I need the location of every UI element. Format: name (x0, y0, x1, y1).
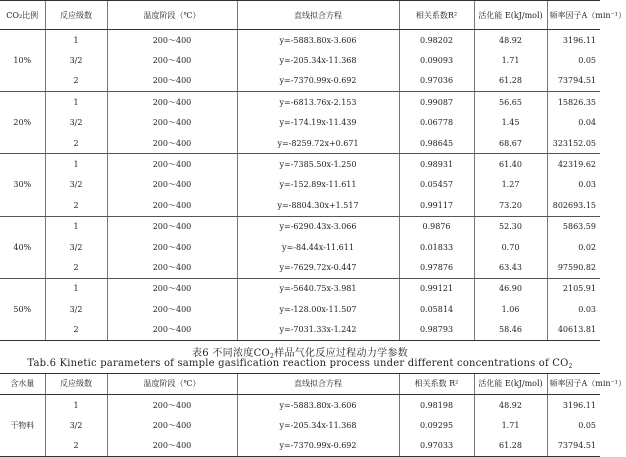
cell-activation-energy: 46.90 (474, 278, 547, 299)
cell-activation-energy: 48.92 (474, 30, 547, 51)
cell-fit-equation: y=-5883.80x-3.606 (237, 30, 399, 51)
cell-activation-energy: 1.27 (474, 175, 547, 195)
table-row (0, 50, 600, 70)
table-row (0, 415, 600, 435)
cell-temperature-stage: 200～400 (107, 394, 237, 415)
table-row (0, 278, 600, 299)
cell-reaction-order: 2 (45, 435, 107, 456)
kinetics-table-moisture (0, 373, 626, 457)
caption-cn-prefix: 表6 不同浓度CO (191, 347, 271, 359)
cell-activation-energy: 61.40 (474, 154, 547, 175)
cell-correlation: 0.97033 (399, 435, 474, 456)
table-header-row (0, 1, 600, 30)
table-row (0, 92, 600, 113)
cell-temperature-stage: 200～400 (107, 237, 237, 257)
cell-correlation: 0.09295 (399, 415, 474, 435)
cell-temperature-stage: 200～400 (107, 195, 237, 216)
cell-co2-ratio: 50% (0, 278, 45, 340)
cell-activation-energy: 61.28 (474, 71, 547, 92)
cell-temperature-stage: 200～400 (107, 50, 237, 70)
cell-fit-equation: y=-5640.75x-3.981 (237, 278, 399, 299)
header-frequency-factor: 频率因子A（min⁻¹） (547, 373, 600, 394)
cell-activation-energy: 0.70 (474, 237, 547, 257)
cell-reaction-order: 3/2 (45, 113, 107, 133)
header-fit-equation: 直线拟合方程 (237, 1, 399, 30)
cell-activation-energy: 61.28 (474, 435, 547, 456)
cell-reaction-order: 3/2 (45, 50, 107, 70)
cell-fit-equation: y=-6813.76x-2.153 (237, 92, 399, 113)
cell-correlation: 0.97876 (399, 257, 474, 278)
table-row (0, 133, 600, 154)
cell-activation-energy: 1.45 (474, 113, 547, 133)
cell-fit-equation: y=-7385.50x-1.250 (237, 154, 399, 175)
header-reaction-order: 反应级数 (45, 373, 107, 394)
table-row (0, 71, 600, 92)
cell-correlation: 0.05457 (399, 175, 474, 195)
caption-cn-suffix: 样品气化反应过程动力学参数 (274, 347, 409, 359)
table-row (0, 299, 600, 319)
table-row (0, 435, 600, 456)
caption-en-subscript: 2 (568, 362, 573, 370)
cell-co2-ratio: 20% (0, 92, 45, 154)
cell-activation-energy: 68.67 (474, 133, 547, 154)
cell-temperature-stage: 200～400 (107, 216, 237, 237)
cell-correlation: 0.98198 (399, 394, 474, 415)
cell-temperature-stage: 200～400 (107, 415, 237, 435)
cell-fit-equation: y=-6290.43x-3.066 (237, 216, 399, 237)
cell-fit-equation: y=-128.00x-11.507 (237, 299, 399, 319)
caption-cn-subscript: 2 (270, 352, 275, 360)
cell-frequency-factor: 0.05 (547, 415, 600, 435)
table-row (0, 154, 600, 175)
header-correlation: 相关系数 R² (399, 373, 474, 394)
cell-fit-equation: y=-7370.99x-0.692 (237, 435, 399, 456)
cell-frequency-factor: 0.04 (547, 113, 600, 133)
header-fit-equation: 直线拟合方程 (237, 373, 399, 394)
cell-frequency-factor: 802693.15 (547, 195, 600, 216)
cell-fit-equation: y=-205.34x-11.368 (237, 50, 399, 70)
header-water-content: 含水量 (0, 373, 45, 394)
cell-frequency-factor: 323152.05 (547, 133, 600, 154)
table-row (0, 30, 600, 51)
cell-activation-energy: 52.30 (474, 216, 547, 237)
cell-co2-ratio: 30% (0, 154, 45, 216)
cell-frequency-factor: 5863.59 (547, 216, 600, 237)
header-activation-energy: 活化能 E(kJ/mol) (474, 1, 547, 30)
table-header-row (0, 373, 600, 394)
header-frequency-factor: 频率因子A（min⁻¹） (547, 1, 600, 30)
header-correlation: 相关系数R² (399, 1, 474, 30)
cell-frequency-factor: 3196.11 (547, 394, 600, 415)
table-row (0, 195, 600, 216)
cell-co2-ratio: 40% (0, 216, 45, 278)
table-row (0, 175, 600, 195)
cell-fit-equation: y=-8259.72x+0.671 (237, 133, 399, 154)
table-row (0, 257, 600, 278)
cell-frequency-factor: 73794.51 (547, 71, 600, 92)
cell-correlation: 0.98202 (399, 30, 474, 51)
cell-activation-energy: 58.46 (474, 319, 547, 340)
cell-correlation: 0.99121 (399, 278, 474, 299)
cell-fit-equation: y=-7629.72x-0.447 (237, 257, 399, 278)
cell-activation-energy: 63.43 (474, 257, 547, 278)
cell-frequency-factor: 0.05 (547, 50, 600, 70)
cell-temperature-stage: 200～400 (107, 175, 237, 195)
cell-reaction-order: 3/2 (45, 299, 107, 319)
cell-frequency-factor: 0.02 (547, 237, 600, 257)
cell-reaction-order: 3/2 (45, 415, 107, 435)
caption-en-prefix: Tab.6 Kinetic parameters of sample gasification reaction process under different concentrations of CO (27, 357, 569, 369)
cell-temperature-stage: 200～400 (107, 71, 237, 92)
cell-temperature-stage: 200～400 (107, 113, 237, 133)
cell-fit-equation: y=-84.44x-11.611 (237, 237, 399, 257)
cell-fit-equation: y=-205.34x-11.368 (237, 415, 399, 435)
cell-reaction-order: 1 (45, 92, 107, 113)
table-row (0, 394, 600, 415)
cell-activation-energy: 1.71 (474, 415, 547, 435)
cell-fit-equation: y=-8804.30x+1.517 (237, 195, 399, 216)
cell-reaction-order: 2 (45, 319, 107, 340)
cell-reaction-order: 1 (45, 394, 107, 415)
cell-correlation: 0.98645 (399, 133, 474, 154)
cell-reaction-order: 2 (45, 133, 107, 154)
cell-fit-equation: y=-174.19x-11.439 (237, 113, 399, 133)
cell-frequency-factor: 3196.11 (547, 30, 600, 51)
table-body (0, 394, 600, 456)
cell-water-content: 干物料 (0, 394, 45, 456)
cell-temperature-stage: 200～400 (107, 299, 237, 319)
cell-temperature-stage: 200～400 (107, 278, 237, 299)
cell-reaction-order: 2 (45, 71, 107, 92)
cell-reaction-order: 3/2 (45, 237, 107, 257)
header-reaction-order: 反应级数 (45, 1, 107, 30)
cell-activation-energy: 1.71 (474, 50, 547, 70)
table-caption (0, 341, 600, 373)
header-activation-energy: 活化能 E(kJ/mol) (474, 373, 547, 394)
cell-frequency-factor: 15826.35 (547, 92, 600, 113)
cell-frequency-factor: 97590.82 (547, 257, 600, 278)
cell-temperature-stage: 200～400 (107, 154, 237, 175)
cell-reaction-order: 3/2 (45, 175, 107, 195)
cell-temperature-stage: 200～400 (107, 257, 237, 278)
header-temperature-stage: 温度阶段（℃） (107, 1, 237, 30)
cell-reaction-order: 1 (45, 30, 107, 51)
cell-frequency-factor: 73794.51 (547, 435, 600, 456)
cell-temperature-stage: 200～400 (107, 319, 237, 340)
cell-temperature-stage: 200～400 (107, 435, 237, 456)
cell-correlation: 0.97036 (399, 71, 474, 92)
cell-reaction-order: 2 (45, 257, 107, 278)
table-row (0, 216, 600, 237)
table-row (0, 237, 600, 257)
cell-activation-energy: 48.92 (474, 394, 547, 415)
cell-frequency-factor: 2105.91 (547, 278, 600, 299)
cell-co2-ratio: 10% (0, 30, 45, 92)
cell-correlation: 0.01833 (399, 237, 474, 257)
cell-fit-equation: y=-5883.80x-3.606 (237, 394, 399, 415)
table-row (0, 113, 600, 133)
header-temperature-stage: 温度阶段（℃） (107, 373, 237, 394)
cell-temperature-stage: 200～400 (107, 92, 237, 113)
cell-reaction-order: 1 (45, 216, 107, 237)
cell-correlation: 0.09093 (399, 50, 474, 70)
cell-frequency-factor: 0.03 (547, 175, 600, 195)
cell-correlation: 0.99087 (399, 92, 474, 113)
cell-fit-equation: y=-152.89x-11.611 (237, 175, 399, 195)
header-co2-ratio: CO₂比例 (0, 1, 45, 30)
caption-english (0, 358, 600, 370)
table-body (0, 30, 600, 341)
cell-temperature-stage: 200～400 (107, 30, 237, 51)
cell-correlation: 0.99117 (399, 195, 474, 216)
cell-frequency-factor: 0.03 (547, 299, 600, 319)
cell-correlation: 0.05814 (399, 299, 474, 319)
cell-fit-equation: y=-7031.33x-1.242 (237, 319, 399, 340)
cell-reaction-order: 1 (45, 278, 107, 299)
cell-frequency-factor: 42319.62 (547, 154, 600, 175)
cell-activation-energy: 73.20 (474, 195, 547, 216)
cell-correlation: 0.98931 (399, 154, 474, 175)
cell-temperature-stage: 200～400 (107, 133, 237, 154)
cell-correlation: 0.9876 (399, 216, 474, 237)
cell-fit-equation: y=-7370.99x-0.692 (237, 71, 399, 92)
cell-activation-energy: 56.65 (474, 92, 547, 113)
table-row (0, 319, 600, 340)
cell-activation-energy: 1.06 (474, 299, 547, 319)
cell-reaction-order: 2 (45, 195, 107, 216)
cell-correlation: 0.06778 (399, 113, 474, 133)
cell-frequency-factor: 40613.81 (547, 319, 600, 340)
cell-correlation: 0.98793 (399, 319, 474, 340)
cell-reaction-order: 1 (45, 154, 107, 175)
